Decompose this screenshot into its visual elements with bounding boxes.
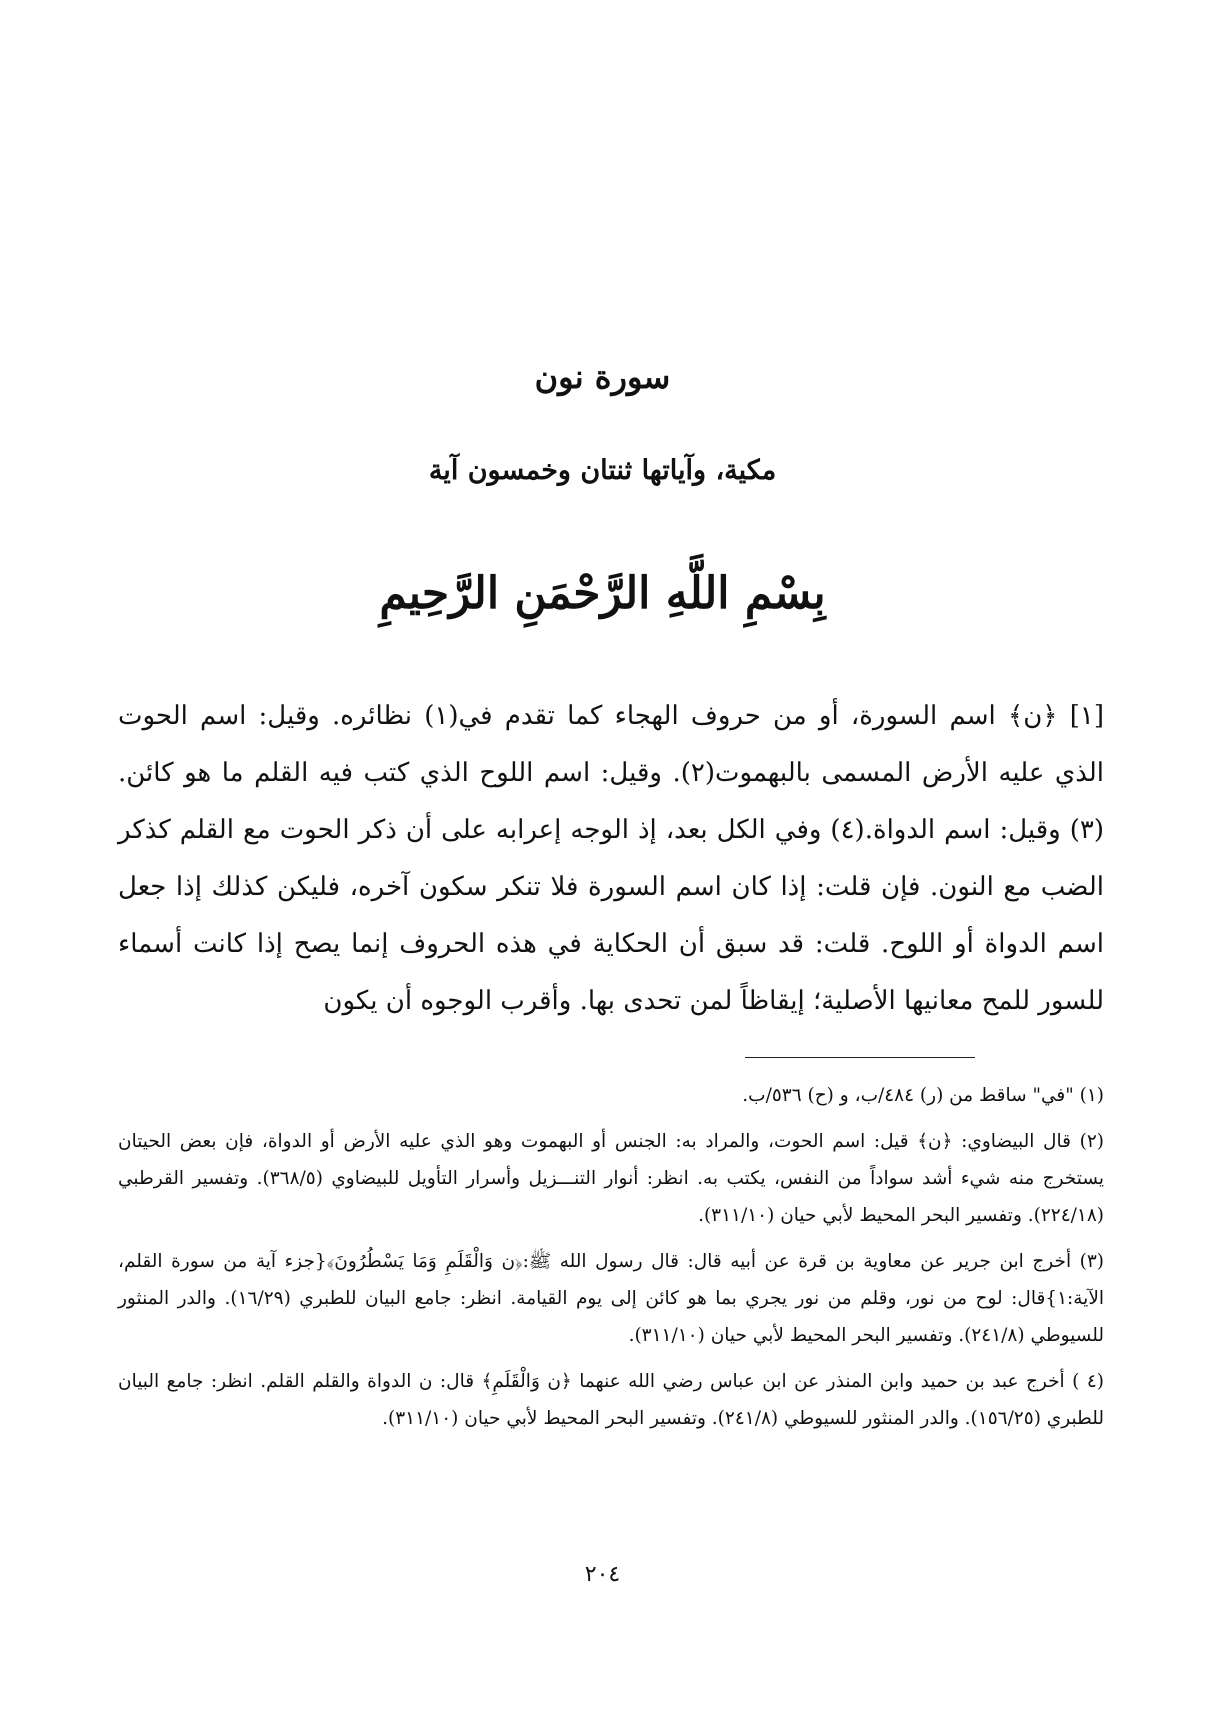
footnotes — [118, 1077, 1104, 1446]
basmala: بِسْمِ اللَّهِ الرَّحْمَنِ الرَّحِيمِ — [379, 568, 826, 619]
footnote-separator — [745, 1057, 975, 1058]
footnote-3: (٣) أخرج ابن جرير عن معاوية بن قرة عن أبيه قال: قال رسول الله ﷺ:﴿ن وَالْقَلَمِ وَمَا يَسْطُرُونَ﴾{جزء آية من سورة القلم، الآية:١}قال: لوح من نور، وقلم من نور يجري بما هو كائن إلى يوم القيامة. انظر: جامع البيان للطبري (١٦/٢٩). والدر المنثور للسيوطي (٢٤١/٨). وتفسير البحر المحيط لأبي حيان (٣١١/١٠). — [118, 1251, 1105, 1346]
surah-title: سورة نون — [534, 358, 671, 396]
page-number: ٢٠٤ — [584, 1562, 621, 1587]
main-text — [118, 688, 1104, 1030]
surah-info: مكية، وآياتها ثنتان وخمسون آية — [428, 455, 777, 486]
main-paragraph: [١] ﴿ن﴾ اسم السورة، أو من حروف الهجاء كما تقدم في(١) نظائره. وقيل: اسم الحوت الذي عليه الأرض المسمى بالبهموت(٢). وقيل: اسم اللوح الذي كتب فيه القلم ما هو كائن.(٣) وقيل: اسم الدواة.(٤) وفي الكل بعد، إذ الوجه إعرابه على أن ذكر الحوت مع القلم كذكر الضب مع النون. فإن قلت: إذا كان اسم السورة فلا تنكر سكون آخره، فليكن كذلك إذا جعل اسم الدواة أو اللوح. قلت: قد سبق أن الحكاية في هذه الحروف إنما يصح إذا كانت أسماء للسور للمح معانيها الأصلية؛ إيقاظاً لمن تحدى بها. وأقرب الوجوه أن يكون — [118, 701, 1104, 1016]
footnote-1: (١) "في" ساقط من (ر) ٤٨٤/ب، و (ح) ٥٣٦/ب. — [742, 1085, 1104, 1106]
footnote-2: (٢) قال البيضاوي: ﴿ن﴾ قيل: اسم الحوت، والمراد به: الجنس أو البهموت وهو الذي عليه الأرض أو الدواة، فإن بعض الحيتان يستخرج منه شيء أشد سواداً من النفس، يكتب به. انظر: أنوار التنـــزيل وأسرار التأويل للبيضاوي (٣٦٨/٥). وتفسير القرطبي (٢٢٤/١٨). وتفسير البحر المحيط لأبي حيان (٣١١/١٠). — [118, 1131, 1104, 1226]
footnote-4: (٤ ) أخرج عبد بن حميد وابن المنذر عن ابن عباس رضي الله عنهما ﴿ن وَالْقَلَمِ﴾ قال: ن الدواة والقلم القلم. انظر: جامع البيان للطبري (١٥٦/٢٥). والدر المنثور للسيوطي (٢٤١/٨). وتفسير البحر المحيط لأبي حيان (٣١١/١٠). — [118, 1371, 1104, 1429]
